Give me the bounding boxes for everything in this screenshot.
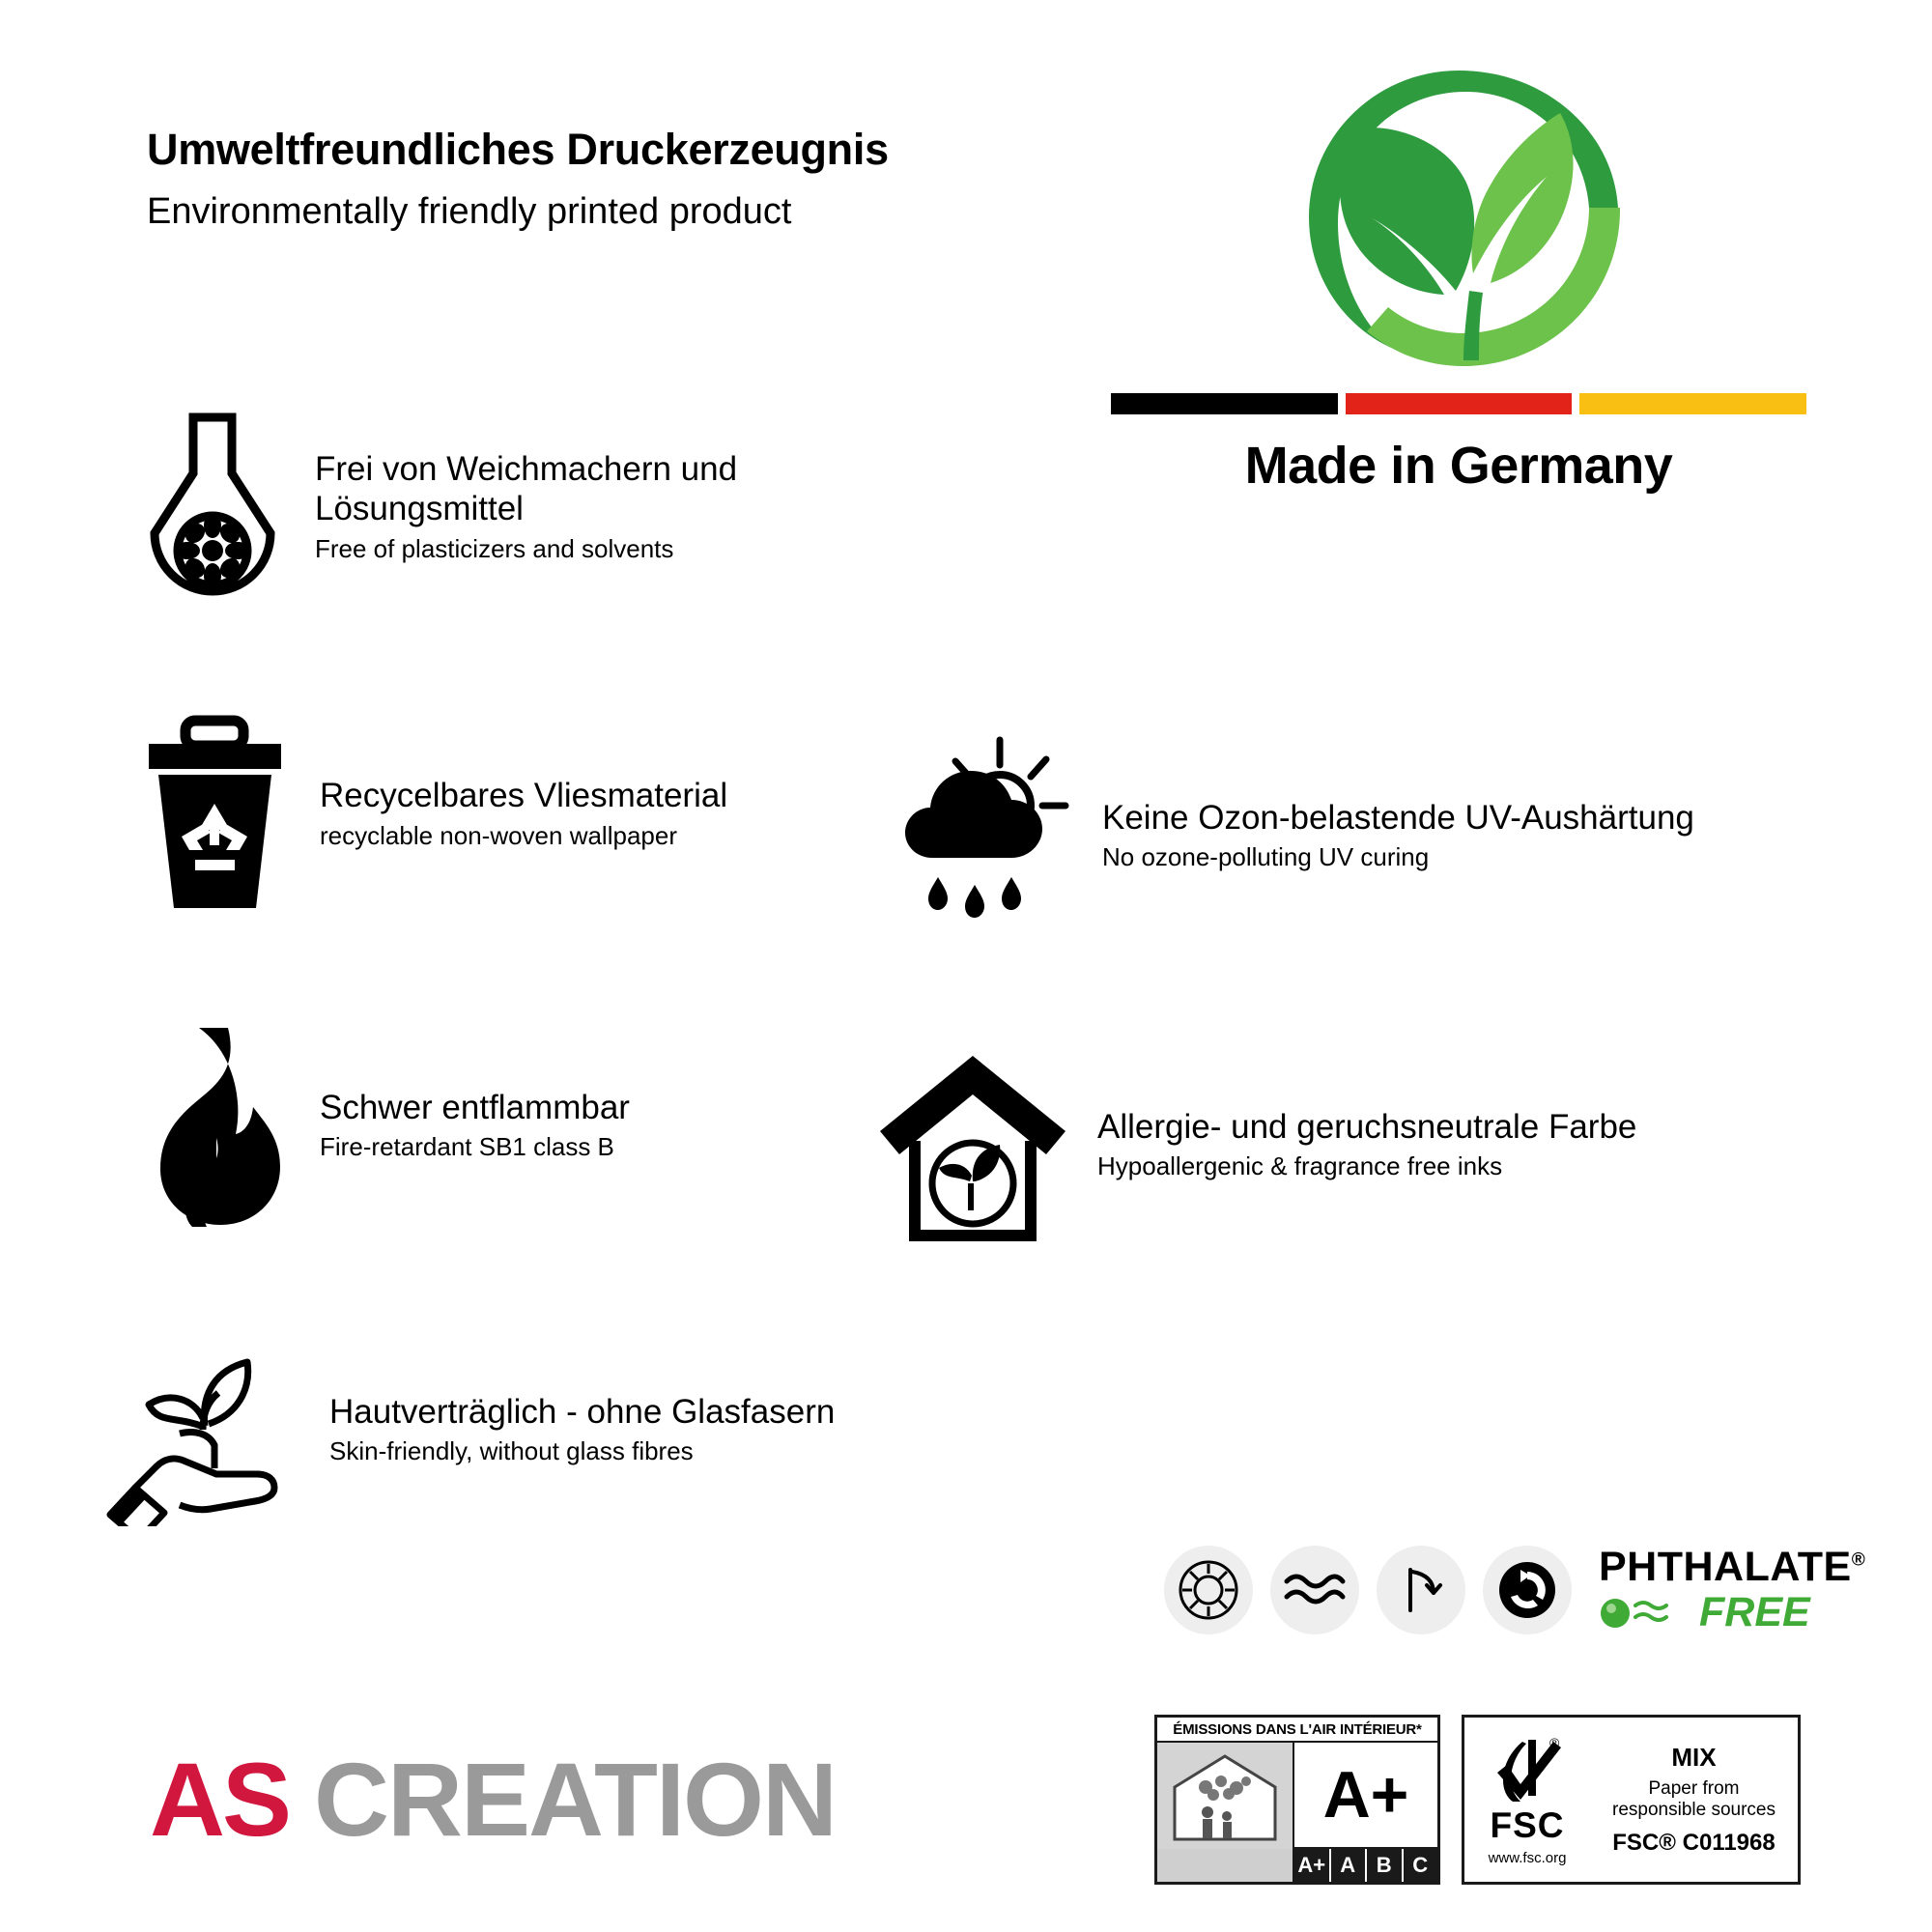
made-in-germany-label: Made in Germany (1244, 437, 1673, 495)
feature-label-en: Fire-retardant SB1 class B (320, 1132, 614, 1162)
feature-label-de: Frei von Weichmachern und Lösungsmittel (315, 450, 738, 527)
fsc-claim-block (1590, 1718, 1798, 1882)
hand-plant-icon (97, 1333, 304, 1526)
air-illustration (1157, 1743, 1294, 1882)
scale-c: C (1404, 1849, 1438, 1882)
lightfastness-icon (1164, 1546, 1253, 1634)
feature-label-en: Hypoallergenic & fragrance free inks (1097, 1151, 1503, 1181)
air-scale (1294, 1847, 1437, 1882)
feature-hypoallergenic (874, 1048, 1860, 1241)
german-flag-bars (1111, 393, 1806, 414)
feature-plasticizers (135, 406, 850, 609)
phthalate-free-logo (1599, 1544, 1866, 1635)
house-leaf-icon (874, 1048, 1072, 1241)
feature-label-de: Hautverträglich - ohne Glasfasern (329, 1392, 836, 1431)
brand-creation: CREATION (314, 1741, 837, 1858)
feature-label-de: Recycelbares Vliesmaterial (320, 777, 728, 815)
as-creation-logo (150, 1739, 836, 1860)
scale-b: B (1367, 1849, 1404, 1882)
sun-cloud-rain-icon (894, 734, 1077, 937)
phthalate-label: PHTHALATE® (1599, 1544, 1866, 1590)
flag-bar-gold (1579, 393, 1806, 414)
feature-fire-retardant (135, 1024, 850, 1227)
fsc-mark-block (1464, 1718, 1590, 1882)
feature-no-ozone-uv (894, 734, 1860, 937)
feature-label-en: No ozone-polluting UV curing (1102, 842, 1430, 872)
fsc-label: FSC (1490, 1804, 1565, 1845)
certificate-row (1154, 1715, 1801, 1885)
svg-text:®: ® (1549, 1734, 1560, 1750)
feature-skin-friendly (97, 1333, 889, 1526)
indoor-air-emissions-certificate (1154, 1715, 1440, 1885)
air-grade: A+ (1322, 1758, 1409, 1832)
fsc-url: www.fsc.org (1488, 1849, 1567, 1866)
flame-icon (135, 1024, 295, 1227)
badge-row (1164, 1546, 1865, 1634)
made-in-germany-block (1111, 53, 1806, 496)
scale-a: A (1331, 1849, 1368, 1882)
brand-as: AS (150, 1741, 290, 1858)
air-caption: ÉMISSIONS DANS L'AIR INTÉRIEUR* (1157, 1718, 1437, 1743)
free-label: FREE (1699, 1589, 1810, 1635)
fsc-certificate (1462, 1715, 1801, 1885)
fsc-license-code: FSC® C011968 (1612, 1830, 1776, 1857)
flask-icon (135, 406, 290, 609)
strippable-icon (1377, 1546, 1465, 1634)
feature-label-de: Schwer entflammbar (320, 1088, 630, 1126)
recycle-bin-icon (135, 715, 295, 913)
flag-bar-black (1111, 393, 1338, 414)
feature-recyclable (135, 715, 850, 913)
scale-a-plus: A+ (1294, 1849, 1331, 1882)
page-title: Umweltfreundliches Druckerzeugnis (147, 125, 889, 174)
recyclable-arrow-icon (1483, 1546, 1572, 1634)
flag-bar-red (1346, 393, 1573, 414)
feature-label-de: Keine Ozon-belastende UV-Aushärtung (1102, 798, 1694, 837)
feature-label-en: Skin-friendly, without glass fibres (329, 1436, 694, 1466)
page-header (147, 126, 1113, 233)
fsc-mix-label: MIX (1671, 1742, 1717, 1772)
green-leaf-circle-logo (1241, 53, 1676, 372)
feature-label-en: recyclable non-woven wallpaper (320, 820, 677, 850)
feature-label-de: Allergie- und geruchsneutrale Farbe (1097, 1107, 1637, 1146)
page-subtitle: Environmentally friendly printed product (147, 191, 792, 233)
fsc-tree-checkmark-icon (1490, 1734, 1565, 1804)
green-water-drop-icon (1599, 1594, 1691, 1633)
feature-label-en: Free of plasticizers and solvents (315, 533, 674, 563)
fsc-source-line1: Paper from (1648, 1777, 1740, 1799)
fsc-source-line2: responsible sources (1612, 1799, 1776, 1820)
washable-icon (1270, 1546, 1359, 1634)
